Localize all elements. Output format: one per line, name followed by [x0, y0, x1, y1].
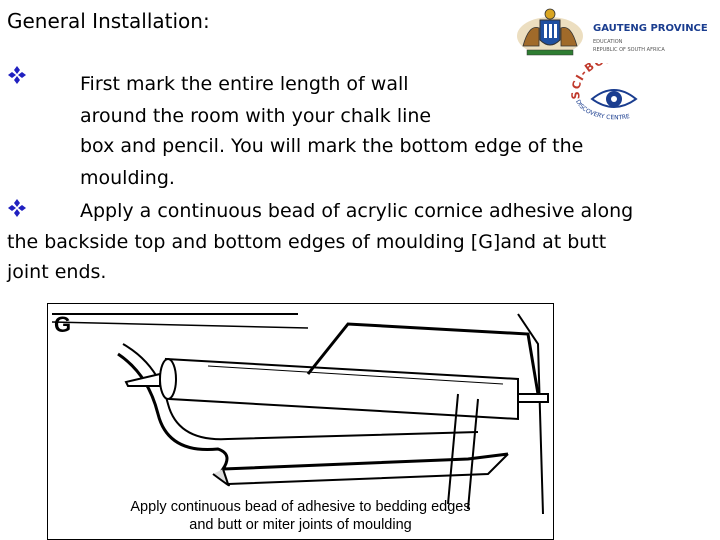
diamond-bullet-icon — [8, 199, 28, 219]
bullet-2-line-2: the backside top and bottom edges of moulding [G]and at butt — [7, 231, 607, 253]
scibono-bottom-text: DISCOVERY CENTRE — [574, 98, 631, 122]
bullet-1-line-1: First mark the entire length of wall — [80, 73, 409, 95]
scibono-top-text: SCI-B — [570, 63, 598, 100]
gauteng-logo — [515, 6, 715, 58]
scibono-logo — [570, 63, 660, 123]
figure-caption-line-1: Apply continuous bead of adhesive to bedding edges — [130, 499, 471, 515]
bullet-2-line-3: joint ends. — [7, 261, 107, 283]
bullet-1-line-3: box and pencil. You will mark the bottom edge of the — [80, 135, 584, 157]
eye-icon — [592, 90, 636, 107]
coat-of-arms-icon — [515, 6, 585, 58]
diamond-bullet-icon — [8, 66, 28, 86]
gauteng-name: GAUTENG PROVINCE — [593, 23, 708, 34]
figure-caption-line-2: and butt or miter joints of moulding — [189, 517, 412, 533]
gauteng-sub-education: EDUCATION — [593, 39, 623, 45]
figure-letter: G — [54, 312, 72, 337]
installation-illustration — [47, 303, 554, 540]
bullet-1-line-4: moulding. — [80, 167, 175, 189]
bullet-1-line-2: around the room with your chalk line — [80, 105, 432, 127]
gauteng-sub-republic: REPUBLIC OF SOUTH AFRICA — [593, 47, 665, 53]
bullet-2-line-1: Apply a continuous bead of acrylic cornice adhesive along — [80, 200, 634, 222]
page-title: General Installation: — [7, 9, 210, 33]
